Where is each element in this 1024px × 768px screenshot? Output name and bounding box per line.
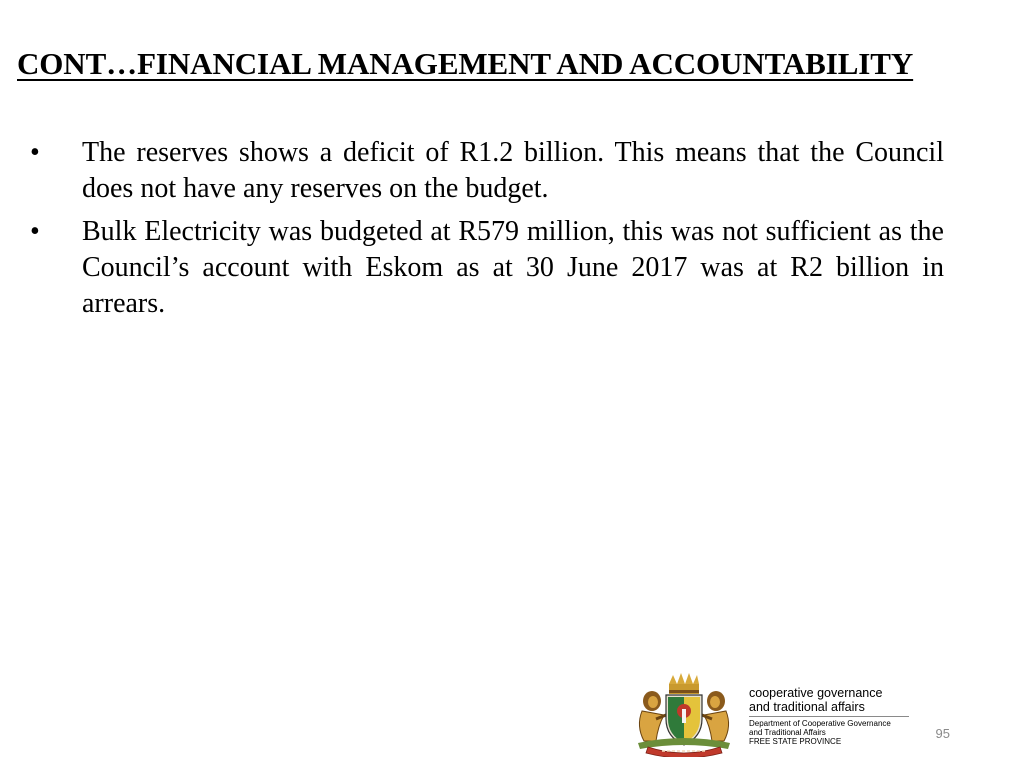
bullet-icon: • xyxy=(30,137,40,168)
dept-name-line-1: Department of Cooperative Governance xyxy=(749,719,891,728)
divider xyxy=(749,716,909,717)
motto-ribbon-icon xyxy=(646,747,722,757)
bullet-text-bulk-electricity: Bulk Electricity was budgeted at R579 million, this was not sufficient as the Council’s account with Eskom as at 30 June 2017 was at R2 billion in arrears. xyxy=(82,216,944,319)
coat-of-arms-icon xyxy=(628,671,740,757)
page-number: 95 xyxy=(935,726,950,741)
slide-title: CONT…FINANCIAL MANAGEMENT AND ACCOUNTABILITY xyxy=(17,46,914,81)
dept-heading-line-2: and traditional affairs xyxy=(749,700,865,714)
bullet-item-reserves xyxy=(30,135,944,207)
bullet-item-bulk-electricity xyxy=(30,214,944,322)
dept-heading-line-1: cooperative governance xyxy=(749,686,883,700)
bullet-list xyxy=(30,135,944,329)
province-name: FREE STATE PROVINCE xyxy=(749,737,842,746)
dept-name-line-2: and Traditional Affairs xyxy=(749,728,826,737)
bullet-icon: • xyxy=(30,216,40,247)
department-block xyxy=(749,686,911,746)
crown-icon xyxy=(669,673,699,694)
bullet-text-reserves: The reserves shows a deficit of R1.2 billion. This means that the Council does not have any reserves on the budget. xyxy=(82,137,944,204)
right-lion-icon xyxy=(702,691,729,741)
left-lion-icon xyxy=(639,691,666,741)
shield-icon xyxy=(666,695,702,745)
